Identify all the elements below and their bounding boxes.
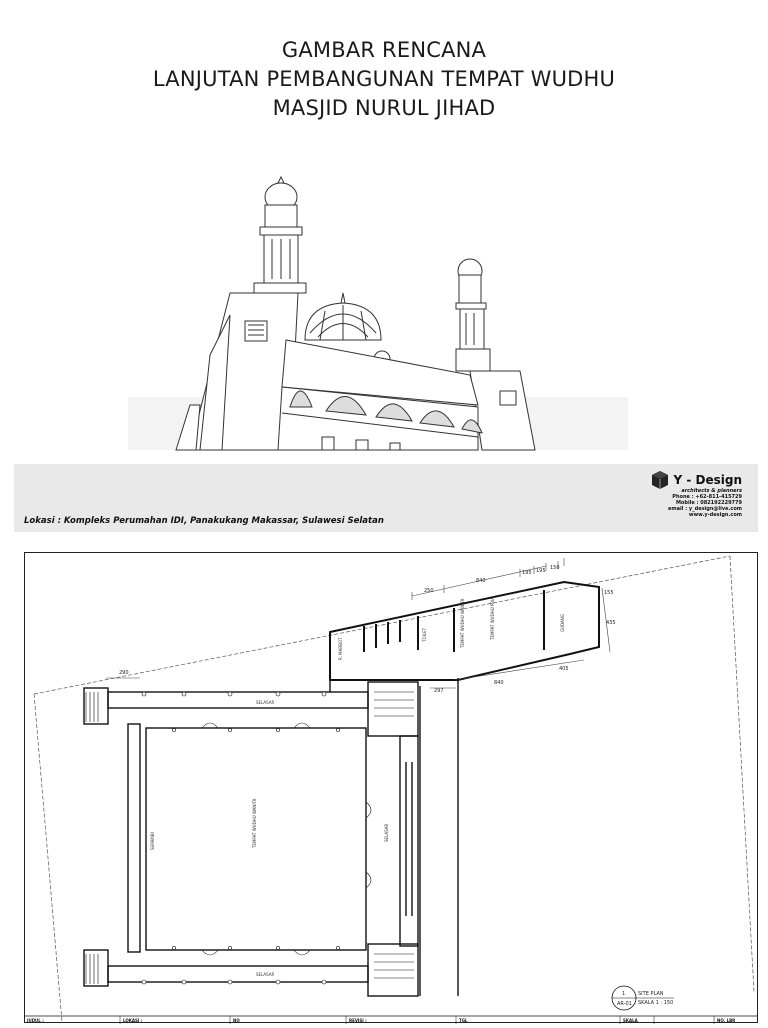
info-band bbox=[14, 464, 758, 532]
contact-phone: Phone : +62-811-415729 bbox=[672, 494, 742, 500]
site-plan-scale: SKALA 1 : 150 bbox=[638, 1000, 674, 1006]
dim-297: 297 bbox=[434, 688, 444, 694]
footer-cell-6: SKALA bbox=[623, 1018, 638, 1023]
room-serambi: SERAMBI bbox=[150, 832, 155, 850]
contact-email: email : y_design@live.com bbox=[667, 506, 742, 512]
room-selasar-bottom: SELASAR bbox=[256, 972, 275, 977]
dim-840-top: 840 bbox=[476, 578, 486, 584]
footer-cell-2: LOKASI : bbox=[123, 1018, 143, 1023]
title-block bbox=[0, 36, 768, 123]
dim-195a: 195 bbox=[522, 570, 532, 576]
room-wudhu-pria: TEMPAT WUDHU PRIA bbox=[490, 597, 495, 640]
footer-cell-1: JUDUL : bbox=[27, 1018, 44, 1023]
dim-435: 435 bbox=[606, 620, 616, 626]
location-text: Lokasi : Kompleks Perumahan IDI, Panakukang Makassar, Sulawesi Selatan bbox=[24, 516, 384, 526]
site-plan-number: 1 bbox=[622, 991, 626, 997]
room-wudhu-wanita-annex: TEMPAT WUDHU WANITA bbox=[460, 598, 465, 648]
title-line-2: LANJUTAN PEMBANGUNAN TEMPAT WUDHU bbox=[152, 67, 616, 91]
site-plan-label: SITE PLAN bbox=[638, 991, 664, 997]
dim-250: 250 bbox=[424, 588, 434, 594]
dim-150: 150 bbox=[550, 565, 560, 571]
dim-195b: 195 bbox=[536, 568, 546, 574]
room-marbot: R. MARBOT bbox=[338, 637, 343, 660]
room-selasar-right: SELASAR bbox=[384, 823, 389, 842]
room-gudang: GUDANG bbox=[560, 614, 565, 632]
title-line-3: MASJID NURUL JIHAD bbox=[272, 96, 496, 120]
company-logo bbox=[632, 470, 742, 518]
room-selasar-top: SELASAR bbox=[256, 700, 275, 705]
room-wudhu-wanita: TEMPAT WUDHU WANITA bbox=[252, 798, 257, 848]
room-toilet: TOILET bbox=[422, 628, 427, 642]
floor-plan-drawing bbox=[24, 552, 758, 1024]
dim-290: 290 bbox=[119, 670, 129, 676]
contact-mobile: Mobile : 082192229779 bbox=[675, 500, 742, 506]
cube-logo-icon bbox=[651, 470, 669, 490]
title-line-1: GAMBAR RENCANA bbox=[281, 38, 487, 62]
site-plan-sheet: AR-01 bbox=[617, 1001, 632, 1007]
footer-cell-7: NO. LBR bbox=[717, 1018, 736, 1023]
footer-cell-3: NO bbox=[233, 1018, 240, 1023]
mosque-icon bbox=[0, 175, 768, 465]
brand-tagline: architects & planners bbox=[681, 488, 742, 494]
floor-plan-sheet bbox=[24, 552, 758, 1024]
dim-840-bottom: 840 bbox=[494, 680, 504, 686]
brand-name: Y - Design bbox=[673, 473, 742, 487]
contact-website: www.y-design.com bbox=[688, 512, 742, 518]
dim-405: 405 bbox=[559, 666, 569, 672]
footer-cell-4: REVISI : bbox=[349, 1018, 367, 1023]
footer-cell-5: TGL bbox=[459, 1018, 468, 1023]
dim-155: 155 bbox=[604, 590, 614, 596]
mosque-illustration bbox=[0, 175, 768, 465]
